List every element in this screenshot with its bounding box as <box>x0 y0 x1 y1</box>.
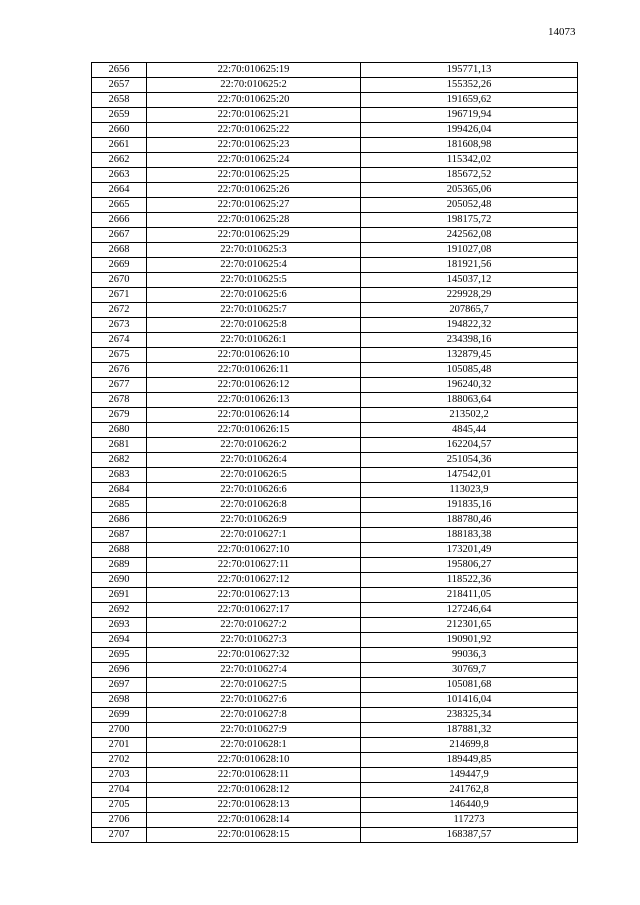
cadastral-number-cell: 22:70:010626:10 <box>147 348 361 363</box>
row-number-cell: 2696 <box>92 663 147 678</box>
cadastral-value-cell: 205365,06 <box>361 183 578 198</box>
cadastral-value-cell: 195771,13 <box>361 63 578 78</box>
cadastral-value-cell: 229928,29 <box>361 288 578 303</box>
cadastral-number-cell: 22:70:010625:7 <box>147 303 361 318</box>
cadastral-value-cell: 145037,12 <box>361 273 578 288</box>
row-number-cell: 2667 <box>92 228 147 243</box>
cadastral-number-cell: 22:70:010625:29 <box>147 228 361 243</box>
row-number-cell: 2700 <box>92 723 147 738</box>
row-number-cell: 2662 <box>92 153 147 168</box>
cadastral-number-cell: 22:70:010628:14 <box>147 813 361 828</box>
cadastral-value-cell: 213502,2 <box>361 408 578 423</box>
table-row <box>92 153 578 168</box>
cadastral-number-cell: 22:70:010625:5 <box>147 273 361 288</box>
table-row <box>92 273 578 288</box>
row-number-cell: 2683 <box>92 468 147 483</box>
table-row <box>92 543 578 558</box>
table-row <box>92 768 578 783</box>
row-number-cell: 2675 <box>92 348 147 363</box>
row-number-cell: 2681 <box>92 438 147 453</box>
cadastral-number-cell: 22:70:010626:13 <box>147 393 361 408</box>
cadastral-number-cell: 22:70:010625:8 <box>147 318 361 333</box>
cadastral-value-cell: 198175,72 <box>361 213 578 228</box>
table-row <box>92 93 578 108</box>
cadastral-value-cell: 212301,65 <box>361 618 578 633</box>
cadastral-number-cell: 22:70:010627:8 <box>147 708 361 723</box>
cadastral-number-cell: 22:70:010625:4 <box>147 258 361 273</box>
cadastral-value-cell: 218411,05 <box>361 588 578 603</box>
cadastral-value-cell: 199426,04 <box>361 123 578 138</box>
cadastral-value-cell: 190901,92 <box>361 633 578 648</box>
row-number-cell: 2689 <box>92 558 147 573</box>
cadastral-value-cell: 191659,62 <box>361 93 578 108</box>
row-number-cell: 2679 <box>92 408 147 423</box>
cadastral-number-cell: 22:70:010625:21 <box>147 108 361 123</box>
row-number-cell: 2664 <box>92 183 147 198</box>
row-number-cell: 2702 <box>92 753 147 768</box>
table-row <box>92 123 578 138</box>
row-number-cell: 2698 <box>92 693 147 708</box>
row-number-cell: 2673 <box>92 318 147 333</box>
row-number-cell: 2676 <box>92 363 147 378</box>
table-row <box>92 813 578 828</box>
row-number-cell: 2697 <box>92 678 147 693</box>
cadastral-value-cell: 191027,08 <box>361 243 578 258</box>
cadastral-value-cell: 132879,45 <box>361 348 578 363</box>
cadastral-value-cell: 30769,7 <box>361 663 578 678</box>
row-number-cell: 2690 <box>92 573 147 588</box>
cadastral-number-cell: 22:70:010625:3 <box>147 243 361 258</box>
table-row <box>92 63 578 78</box>
cadastral-value-cell: 195806,27 <box>361 558 578 573</box>
cadastral-value-cell: 146440,9 <box>361 798 578 813</box>
cadastral-value-table <box>91 62 578 843</box>
row-number-cell: 2674 <box>92 333 147 348</box>
row-number-cell: 2688 <box>92 543 147 558</box>
cadastral-number-cell: 22:70:010627:6 <box>147 693 361 708</box>
cadastral-number-cell: 22:70:010627:1 <box>147 528 361 543</box>
cadastral-value-cell: 113023,9 <box>361 483 578 498</box>
row-number-cell: 2660 <box>92 123 147 138</box>
cadastral-number-cell: 22:70:010625:24 <box>147 153 361 168</box>
cadastral-value-cell: 241762,8 <box>361 783 578 798</box>
cadastral-number-cell: 22:70:010626:12 <box>147 378 361 393</box>
row-number-cell: 2691 <box>92 588 147 603</box>
cadastral-value-cell: 147542,01 <box>361 468 578 483</box>
cadastral-value-cell: 205052,48 <box>361 198 578 213</box>
cadastral-number-cell: 22:70:010626:4 <box>147 453 361 468</box>
table-row <box>92 588 578 603</box>
table-row <box>92 288 578 303</box>
cadastral-number-cell: 22:70:010627:2 <box>147 618 361 633</box>
table-row <box>92 408 578 423</box>
cadastral-value-cell: 185672,52 <box>361 168 578 183</box>
cadastral-number-cell: 22:70:010627:17 <box>147 603 361 618</box>
cadastral-number-cell: 22:70:010627:32 <box>147 648 361 663</box>
cadastral-value-cell: 118522,36 <box>361 573 578 588</box>
cadastral-number-cell: 22:70:010627:5 <box>147 678 361 693</box>
table-row <box>92 513 578 528</box>
cadastral-number-cell: 22:70:010628:13 <box>147 798 361 813</box>
table-row <box>92 663 578 678</box>
table-row <box>92 783 578 798</box>
table-row <box>92 303 578 318</box>
row-number-cell: 2663 <box>92 168 147 183</box>
cadastral-number-cell: 22:70:010626:8 <box>147 498 361 513</box>
cadastral-number-cell: 22:70:010625:27 <box>147 198 361 213</box>
row-number-cell: 2695 <box>92 648 147 663</box>
cadastral-number-cell: 22:70:010625:23 <box>147 138 361 153</box>
cadastral-value-cell: 117273 <box>361 813 578 828</box>
row-number-cell: 2657 <box>92 78 147 93</box>
cadastral-value-cell: 194822,32 <box>361 318 578 333</box>
table-row <box>92 108 578 123</box>
row-number-cell: 2680 <box>92 423 147 438</box>
table-row <box>92 213 578 228</box>
table-row <box>92 738 578 753</box>
cadastral-number-cell: 22:70:010628:12 <box>147 783 361 798</box>
cadastral-number-cell: 22:70:010628:1 <box>147 738 361 753</box>
table-body <box>92 63 578 843</box>
cadastral-number-cell: 22:70:010626:2 <box>147 438 361 453</box>
cadastral-number-cell: 22:70:010626:11 <box>147 363 361 378</box>
cadastral-value-cell: 242562,08 <box>361 228 578 243</box>
cadastral-value-cell: 214699,8 <box>361 738 578 753</box>
cadastral-value-cell: 115342,02 <box>361 153 578 168</box>
cadastral-value-cell: 196719,94 <box>361 108 578 123</box>
row-number-cell: 2705 <box>92 798 147 813</box>
cadastral-value-cell: 155352,26 <box>361 78 578 93</box>
table-row <box>92 378 578 393</box>
cadastral-value-cell: 105081,68 <box>361 678 578 693</box>
cadastral-value-cell: 189449,85 <box>361 753 578 768</box>
row-number-cell: 2685 <box>92 498 147 513</box>
table-row <box>92 453 578 468</box>
table-row <box>92 618 578 633</box>
table-row <box>92 468 578 483</box>
cadastral-value-cell: 188063,64 <box>361 393 578 408</box>
table-row <box>92 78 578 93</box>
row-number-cell: 2661 <box>92 138 147 153</box>
table-row <box>92 708 578 723</box>
cadastral-value-cell: 162204,57 <box>361 438 578 453</box>
table-row <box>92 753 578 768</box>
cadastral-value-cell: 181608,98 <box>361 138 578 153</box>
table-row <box>92 438 578 453</box>
table-row <box>92 723 578 738</box>
table-row <box>92 138 578 153</box>
table-row <box>92 243 578 258</box>
row-number-cell: 2704 <box>92 783 147 798</box>
row-number-cell: 2693 <box>92 618 147 633</box>
cadastral-value-cell: 105085,48 <box>361 363 578 378</box>
table-row <box>92 333 578 348</box>
cadastral-number-cell: 22:70:010626:14 <box>147 408 361 423</box>
table-row <box>92 633 578 648</box>
row-number-cell: 2677 <box>92 378 147 393</box>
row-number-cell: 2668 <box>92 243 147 258</box>
row-number-cell: 2670 <box>92 273 147 288</box>
table-row <box>92 528 578 543</box>
cadastral-number-cell: 22:70:010625:26 <box>147 183 361 198</box>
cadastral-number-cell: 22:70:010626:5 <box>147 468 361 483</box>
cadastral-value-cell: 173201,49 <box>361 543 578 558</box>
row-number-cell: 2672 <box>92 303 147 318</box>
row-number-cell: 2669 <box>92 258 147 273</box>
cadastral-number-cell: 22:70:010626:9 <box>147 513 361 528</box>
cadastral-number-cell: 22:70:010627:3 <box>147 633 361 648</box>
cadastral-value-cell: 251054,36 <box>361 453 578 468</box>
row-number-cell: 2665 <box>92 198 147 213</box>
table-row <box>92 348 578 363</box>
cadastral-number-cell: 22:70:010627:10 <box>147 543 361 558</box>
cadastral-number-cell: 22:70:010628:10 <box>147 753 361 768</box>
table-row <box>92 168 578 183</box>
row-number-cell: 2686 <box>92 513 147 528</box>
cadastral-number-cell: 22:70:010625:2 <box>147 78 361 93</box>
cadastral-number-cell: 22:70:010625:22 <box>147 123 361 138</box>
row-number-cell: 2706 <box>92 813 147 828</box>
page-number: 14073 <box>548 26 576 38</box>
cadastral-value-cell: 188183,38 <box>361 528 578 543</box>
cadastral-number-cell: 22:70:010627:12 <box>147 573 361 588</box>
cadastral-value-cell: 188780,46 <box>361 513 578 528</box>
cadastral-number-cell: 22:70:010625:6 <box>147 288 361 303</box>
table-row <box>92 603 578 618</box>
row-number-cell: 2699 <box>92 708 147 723</box>
row-number-cell: 2694 <box>92 633 147 648</box>
table-row <box>92 393 578 408</box>
table-row <box>92 423 578 438</box>
table-row <box>92 258 578 273</box>
table-row <box>92 828 578 843</box>
row-number-cell: 2659 <box>92 108 147 123</box>
row-number-cell: 2678 <box>92 393 147 408</box>
cadastral-number-cell: 22:70:010626:15 <box>147 423 361 438</box>
cadastral-value-cell: 127246,64 <box>361 603 578 618</box>
row-number-cell: 2656 <box>92 63 147 78</box>
cadastral-value-cell: 187881,32 <box>361 723 578 738</box>
cadastral-number-cell: 22:70:010627:11 <box>147 558 361 573</box>
table-row <box>92 198 578 213</box>
cadastral-number-cell: 22:70:010627:4 <box>147 663 361 678</box>
table-row <box>92 678 578 693</box>
cadastral-value-cell: 149447,9 <box>361 768 578 783</box>
row-number-cell: 2687 <box>92 528 147 543</box>
row-number-cell: 2658 <box>92 93 147 108</box>
row-number-cell: 2701 <box>92 738 147 753</box>
cadastral-number-cell: 22:70:010625:19 <box>147 63 361 78</box>
row-number-cell: 2666 <box>92 213 147 228</box>
row-number-cell: 2703 <box>92 768 147 783</box>
table-row <box>92 228 578 243</box>
row-number-cell: 2692 <box>92 603 147 618</box>
cadastral-value-cell: 238325,34 <box>361 708 578 723</box>
table-row <box>92 183 578 198</box>
cadastral-value-cell: 168387,57 <box>361 828 578 843</box>
cadastral-number-cell: 22:70:010628:15 <box>147 828 361 843</box>
cadastral-number-cell: 22:70:010628:11 <box>147 768 361 783</box>
table-row <box>92 318 578 333</box>
cadastral-value-cell: 191835,16 <box>361 498 578 513</box>
table-row <box>92 483 578 498</box>
table-row <box>92 573 578 588</box>
table-row <box>92 648 578 663</box>
row-number-cell: 2671 <box>92 288 147 303</box>
cadastral-number-cell: 22:70:010625:20 <box>147 93 361 108</box>
cadastral-value-cell: 181921,56 <box>361 258 578 273</box>
row-number-cell: 2707 <box>92 828 147 843</box>
cadastral-number-cell: 22:70:010625:25 <box>147 168 361 183</box>
cadastral-value-cell: 207865,7 <box>361 303 578 318</box>
cadastral-number-cell: 22:70:010627:9 <box>147 723 361 738</box>
cadastral-value-cell: 4845,44 <box>361 423 578 438</box>
cadastral-value-cell: 196240,32 <box>361 378 578 393</box>
cadastral-number-cell: 22:70:010626:6 <box>147 483 361 498</box>
row-number-cell: 2682 <box>92 453 147 468</box>
table-row <box>92 693 578 708</box>
table-row <box>92 798 578 813</box>
table-row <box>92 363 578 378</box>
cadastral-number-cell: 22:70:010625:28 <box>147 213 361 228</box>
cadastral-number-cell: 22:70:010626:1 <box>147 333 361 348</box>
table-row <box>92 558 578 573</box>
cadastral-number-cell: 22:70:010627:13 <box>147 588 361 603</box>
table-row <box>92 498 578 513</box>
cadastral-value-cell: 234398,16 <box>361 333 578 348</box>
cadastral-value-cell: 99036,3 <box>361 648 578 663</box>
cadastral-value-cell: 101416,04 <box>361 693 578 708</box>
row-number-cell: 2684 <box>92 483 147 498</box>
